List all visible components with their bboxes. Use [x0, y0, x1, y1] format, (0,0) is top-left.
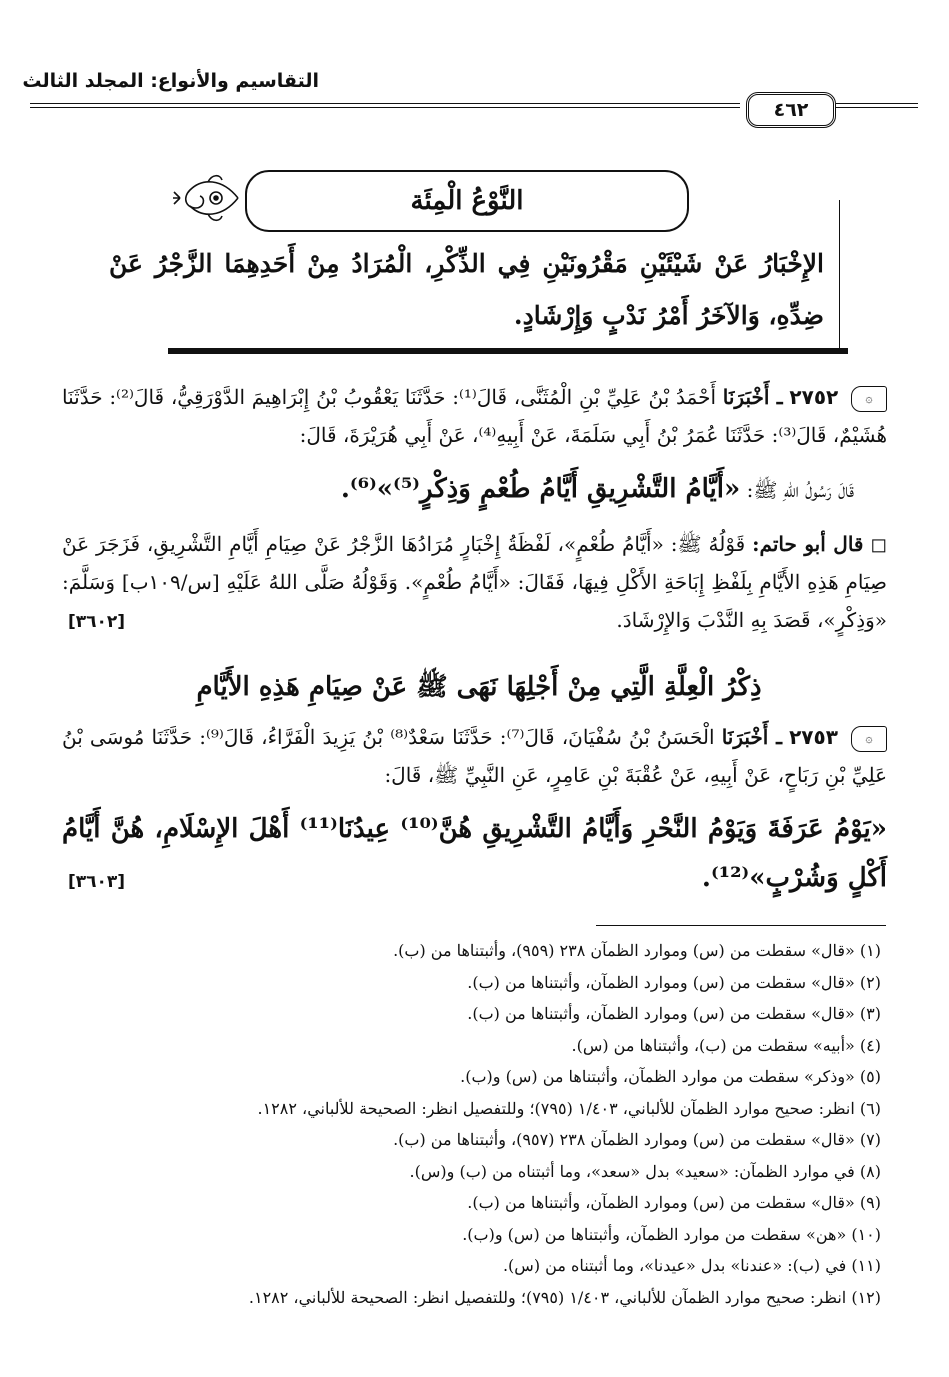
footnote: (٤) «أبيه» سقطت من (ب)، وأثبتناها من (س). [571, 1035, 881, 1055]
hadith-marker-icon: ۞ [851, 726, 887, 752]
section-divider [168, 348, 848, 354]
running-title: التقاسيم والأنواع: المجلد الثالث [22, 70, 319, 92]
matn: «أَيَّامُ التَّشْرِيقِ أَيَّامُ طُعْمٍ وَذِكْرٍ⁽⁵⁾»⁽⁶⁾. [340, 474, 741, 504]
hadith-2753: ۞ ٢٧٥٣ ـ أَخْبَرَنَا الْحَسَنُ بْنُ سُفْيَانَ، قَالَ⁽⁷⁾: حَدَّثَنَا سَعْدٌ⁽⁸⁾ بْنُ يَزِيدَ الْفَرَّاءُ، قَالَ⁽⁹⁾: حَدَّثَنَا مُوسَى بْنُ عَلِيِّ بْنِ رَبَاحٍ، عَنْ أَبِيهِ، عَنْ عُقْبَةَ بْنِ عَامِرٍ، عَنِ النَّبِيِّ ﷺ، قَالَ: [62, 725, 887, 787]
hadith-2753-matn [62, 805, 887, 903]
hadith-ref: [٣٦٠٢] [68, 612, 126, 632]
chapter-title: النَّوْعُ الْمِئَة [245, 170, 689, 232]
akhbarana-label: أَخْبَرَنَا [722, 385, 770, 409]
hadith-number: ٢٧٥٣ [789, 725, 838, 749]
footnote: (٦) انظر: صحيح موارد الظمآن للألباني، ١/٤٠٣ (٧٩٥)؛ وللتفصيل انظر: الصحيحة للألباني، ١٢٨٢. [257, 1098, 881, 1118]
comment-text: قَوْلُهُ ﷺ: «أَيَّامُ طُعْمٍ»، لَفْظَةُ إِخْبَارٍ مُرَادُهَا الزَّجْرُ عَنْ صِيَامِ أَيَّامِ التَّشْرِيقِ، فَزَجَرَ عَنْ صِيَامِ هَذِهِ الأَيَّامِ بِلَفْظِ إِبَاحَةِ الأَكْلِ فِيهَا، فَقَالَ: «أَيَّامُ طُعْمٍ». وَقَوْلُهُ صَلَّى اللهُ عَلَيْهِ [س/١٠٩ب] وَسَلَّمَ: «وَذِكْرٍ»، قَصَدَ بِهِ النَّدْبَ وَالإِرْشَادَ. [62, 532, 887, 632]
akhbarana-label: أَخْبَرَنَا [721, 725, 769, 749]
footnote: (٨) في موارد الظمآن: «سعيد» بدل «سعد»، وما أثبتناه من (ب) و(س). [409, 1161, 881, 1181]
footnote: (٢) «قال» سقطت من (س) وموارد الظمآن، وأثبتناها من (ب). [467, 972, 881, 992]
hadith-2752: ۞ ٢٧٥٢ ـ أَخْبَرَنَا أَحْمَدُ بْنُ عَلِيِّ بْنِ الْمُثَنَّى، قَالَ⁽¹⁾: حَدَّثَنَا يَعْقُوبُ بْنُ إِبْرَاهِيمَ الدَّوْرَقِيُّ، قَالَ⁽²⁾: حَدَّثَنَا هُشَيْمٌ، قَالَ⁽³⁾: حَدَّثَنَا عُمَرُ بْنُ أَبِي سَلَمَةَ، عَنْ أَبِيهِ⁽⁴⁾، عَنْ أَبِي هُرَيْرَةَ، قَالَ: [62, 385, 887, 447]
chapter-description: الإِخْبَارُ عَنْ شَيْئَيْنِ مَقْرُونَيْنِ فِي الذِّكْرِ، الْمُرَادُ مِنْ أَحَدِهِمَا الزَّجْرُ عَنْ ضِدِّهِ، وَالآخَرُ أَمْرُ نَدْبٍ وَإِرْشَادٍ. [109, 249, 824, 330]
matn-intro: قَالَ رَسُولُ اللهِ ﷺ: [746, 478, 854, 502]
footnote: (١٢) انظر: صحيح موارد الظمآن للألباني، ١/٤٠٣ (٧٩٥)؛ وللتفصيل انظر: الصحيحة للألباني، ١٢٨٢. [248, 1287, 881, 1307]
section-heading: ذِكْرُ الْعِلَّةِ الَّتِي مِنْ أَجْلِهَا نَهَى ﷺ عَنْ صِيَامِ هَذِهِ الأَيَّامِ [196, 672, 762, 702]
hadith-number: ٢٧٥٢ [789, 385, 839, 409]
footnote: (١) «قال» سقطت من (س) وموارد الظمآن ٢٣٨ (٩٥٩)، وأثبتناها من (ب). [393, 941, 881, 960]
footnote: (٥) «وذكر» سقطت من موارد الظمآن، وأثبتناها من (س) و(ب). [460, 1067, 881, 1086]
isnad: الْحَسَنُ بْنُ سُفْيَانَ، قَالَ⁽⁷⁾: حَدَّثَنَا سَعْدٌ⁽⁸⁾ بْنُ يَزِيدَ الْفَرَّاءُ، قَالَ⁽⁹⁾: حَدَّثَنَا مُوسَى بْنُ عَلِيِّ بْنِ رَبَاحٍ، عَنْ أَبِيهِ، عَنْ عُقْبَةَ بْنِ عَامِرٍ، عَنِ النَّبِيِّ ﷺ، قَالَ: [62, 725, 887, 787]
footnote: (٩) «قال» سقطت من (س) وموارد الظمآن، وأثبتناها من (ب). [467, 1193, 881, 1212]
hadith-2752-matn [29, 470, 854, 509]
hadith-ref: [٣٦٠٣] [68, 872, 126, 892]
abu-hatim-comment [62, 525, 887, 639]
footnote: (١١) في (ب): «عندنا» بدل «عيدنا»، وما أثبتناه من (س). [502, 1256, 881, 1275]
isnad: أَحْمَدُ بْنُ عَلِيِّ بْنِ الْمُثَنَّى، قَالَ⁽¹⁾: حَدَّثَنَا يَعْقُوبُ بْنُ إِبْرَاهِيمَ الدَّوْرَقِيُّ، قَالَ⁽²⁾: حَدَّثَنَا هُشَيْمٌ، قَالَ⁽³⁾: حَدَّثَنَا عُمَرُ بْنُ أَبِي سَلَمَةَ، عَنْ أَبِيهِ⁽⁴⁾، عَنْ أَبِي هُرَيْرَةَ، قَالَ: [62, 385, 887, 447]
header-rule [836, 103, 918, 104]
square-bullet-icon: ◻ [870, 532, 887, 556]
floral-ornament-icon [172, 168, 242, 228]
footnote-rule [596, 925, 886, 926]
comment-label: قال أبو حاتم: [752, 532, 864, 556]
header-rule [836, 107, 918, 108]
frame-line [839, 200, 840, 350]
page-number: ٤٦٢ [746, 92, 836, 128]
header-rule [30, 103, 740, 104]
footnote: (٧) «قال» سقطت من (س) وموارد الظمآن ٢٣٨ (٩٥٧)، وأثبتناها من (ب). [393, 1130, 881, 1149]
footnote: (١٠) «هن» سقطت من موارد الظمآن، وأثبتناها من (س) و(ب). [462, 1224, 881, 1244]
hadith-marker-icon: ۞ [851, 386, 887, 412]
footnote: (٣) «قال» سقطت من (س) وموارد الظمآن، وأثبتناها من (ب). [467, 1004, 881, 1023]
footnotes [61, 935, 881, 1313]
matn: «يَوْمُ عَرَفَةَ وَيَوْمُ النَّحْرِ وَأَيَّامُ التَّشْرِيقِ هُنَّ⁽¹⁰⁾ عِيدُنَا⁽¹¹⁾ أَهْلَ الإِسْلَامِ، هُنَّ أَيَّامُ أَكْلٍ وَشُرْبٍ»⁽¹²⁾. [62, 814, 887, 893]
header-rule [30, 107, 740, 108]
